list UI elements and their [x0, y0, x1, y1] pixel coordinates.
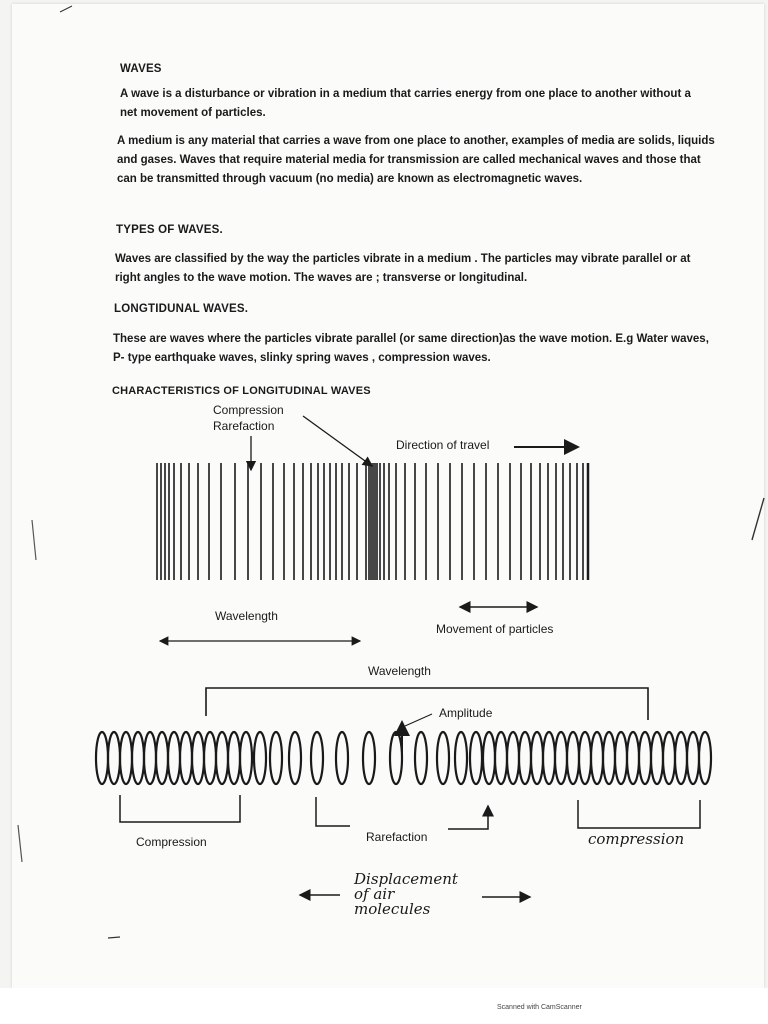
- compression-left-bracket: [120, 795, 240, 822]
- scan-mark-right: [752, 498, 764, 540]
- diagram2-rarefaction-label: Rarefaction: [366, 830, 428, 844]
- spring-coil: [156, 732, 168, 784]
- spring-coil: [470, 732, 482, 784]
- camscanner-watermark: Scanned with CamScanner: [497, 1004, 582, 1011]
- spring-coil: [180, 732, 192, 784]
- spring-coil: [192, 732, 204, 784]
- spring-coil: [168, 732, 180, 784]
- spring-coil: [216, 732, 228, 784]
- diagram2-wavelength-label: Wavelength: [368, 664, 431, 678]
- diagram1-wavelength-label: Wavelength: [215, 609, 278, 623]
- spring-coil: [363, 732, 375, 784]
- longitudinal-heading: LONGTIDUNAL WAVES.: [114, 303, 249, 315]
- spring-coil: [270, 732, 282, 784]
- spring-coil: [531, 732, 543, 784]
- spring-coil: [311, 732, 323, 784]
- spring-coil: [495, 732, 507, 784]
- rarefaction-bracket-left: [316, 797, 350, 826]
- spring-coil: [579, 732, 591, 784]
- scan-mark-left-2: [18, 825, 22, 862]
- spring-coil: [204, 732, 216, 784]
- longitudinal-wave-bars: [157, 463, 588, 580]
- displacement-line-1: Displacement: [354, 870, 458, 888]
- spring-coil: [132, 732, 144, 784]
- paragraph-types: Waves are classified by the way the particles vibrate in a medium . The particles may vibrate parallel or at right angles to the wave motion. The waves are ; transverse or longitudinal.: [115, 253, 691, 284]
- diagram2-compression-left-label: Compression: [136, 835, 207, 849]
- spring-coil: [519, 732, 531, 784]
- spring-coil: [289, 732, 301, 784]
- amplitude-leader-line: [405, 714, 432, 726]
- spring-coil: [663, 732, 675, 784]
- spring-coil: [615, 732, 627, 784]
- spring-coil: [651, 732, 663, 784]
- wavelength-bracket: [206, 688, 648, 720]
- spring-coil: [543, 732, 555, 784]
- spring-coil: [687, 732, 699, 784]
- scan-mark-left-1: [32, 520, 36, 560]
- spring-coil: [699, 732, 711, 784]
- page-title: WAVES: [120, 63, 162, 75]
- compression-pointer-arrow: [303, 416, 372, 466]
- spring-coil: [567, 732, 579, 784]
- spring-coil: [228, 732, 240, 784]
- diagram1-direction-label: Direction of travel: [396, 438, 490, 452]
- paragraph-wave-definition: A wave is a disturbance or vibration in a medium that carries energy from one place to another without a net movement of particles.: [120, 88, 691, 119]
- spring-coil: [415, 732, 427, 784]
- displacement-line-3: molecules: [354, 900, 431, 918]
- spring-coil: [603, 732, 615, 784]
- characteristics-heading: CHARACTERISTICS OF LONGITUDINAL WAVES: [112, 385, 371, 397]
- paragraph-longitudinal: These are waves where the particles vibrate parallel (or same direction)as the wave motion. E.g Water waves, P- type earthquake waves, slinky spring waves , compression waves.: [113, 333, 709, 364]
- spring-coil: [96, 732, 108, 784]
- diagram1-movement-label: Movement of particles: [436, 622, 554, 636]
- spring-coil: [437, 732, 449, 784]
- diagram2-amplitude-label: Amplitude: [439, 706, 493, 720]
- diagram1-rarefaction-label: Rarefaction: [213, 419, 275, 433]
- rarefaction-bracket-right: [448, 806, 488, 829]
- spring-coil: [639, 732, 651, 784]
- spring-coil: [390, 732, 402, 784]
- scan-mark-bottom: [108, 937, 120, 938]
- spring-coil: [240, 732, 252, 784]
- spring-coil: [507, 732, 519, 784]
- spring-coil: [627, 732, 639, 784]
- spring-coil: [483, 732, 495, 784]
- paragraph-medium: A medium is any material that carries a wave from one place to another, examples of media are solids, liquids and gases. Waves that require material media for transmission are called mechanical waves and those that can be transmitted through vacuum (no media) are known as electromagnetic waves.: [117, 135, 715, 185]
- spring-coil: [555, 732, 567, 784]
- compression-right-bracket: [578, 800, 700, 828]
- spring-coil: [254, 732, 266, 784]
- spring-coil: [591, 732, 603, 784]
- spring-coil: [455, 732, 467, 784]
- scan-mark-top: [60, 6, 72, 12]
- diagram2-compression-right-label: compression: [588, 830, 685, 848]
- spring-coil: [675, 732, 687, 784]
- spring-coil: [336, 732, 348, 784]
- spring-coil: [144, 732, 156, 784]
- spring-coil: [108, 732, 120, 784]
- diagram1-compression-label: Compression: [213, 403, 284, 417]
- displacement-line-2: of air: [354, 885, 395, 903]
- types-heading: TYPES OF WAVES.: [116, 224, 223, 236]
- slinky-spring-coils: [96, 732, 711, 784]
- spring-coil: [120, 732, 132, 784]
